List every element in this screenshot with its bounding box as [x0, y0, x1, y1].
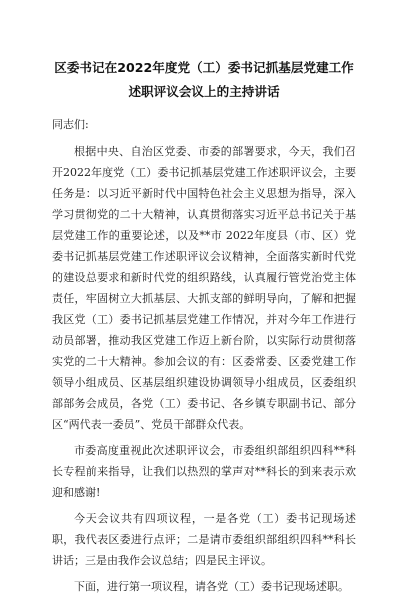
document-title-line-2: 述职评议会议上的主持讲话 — [128, 84, 280, 99]
body-paragraph-3: 今天会议共有四项议程，一是各党（工）委书记现场述职，我代表区委进行点评；二是请市委组织部组织四科**科长讲话；三是由我作会议总结；四是民主评议。 — [52, 512, 356, 567]
salutation: 同志们: — [52, 118, 89, 131]
document-title-line-1: 区委书记在2022年度党（工）委书记抓基层党建工作 — [54, 60, 354, 75]
body-paragraph-2: 市委高度重视此次述职评议会，市委组织部组织四科**科长专程前来指导，让我们以热烈的掌声对**科长的到来表示欢迎和感谢! — [52, 444, 356, 499]
body-paragraph-1: 根据中央、自治区党委、市委的部署要求，今天，我们召开2022年度党（工）委书记抓基层党建工作述职评议会，主要任务是：以习近平新时代中国特色社会主义思想为指导，深入学习贯彻党的二十大精神，认真贯彻落实习近平总书记关于基层党建工作的重要论述，以及**市 2022年度县（市、区）党委书记抓基层党建工作述职评议会议精神，全面落实新时代党的建设总要求和新时代党的组织路线，认真履行管党治党主体责任，牢固树立大抓基层、大抓支部的鲜明导向，了解和把握我区党（工）委书记抓基层党建工作情况，并对今年工作进行动员部署，推动我区党建工作迈上新台阶，以实际行动贯彻落实党的二十大精神。参加会议的有：区委常委、区委党建工作领导小组成员、区基层组织建设协调领导小组成员，区委组织部部务会成员，各党（工）委书记、各乡镇专职副书记、部分区“两代表一委员”、党员干部群众代表。 — [52, 145, 356, 431]
body-paragraph-4: 下面，进行第一项议程，请各党（工）委书记现场述职。 — [74, 580, 349, 593]
